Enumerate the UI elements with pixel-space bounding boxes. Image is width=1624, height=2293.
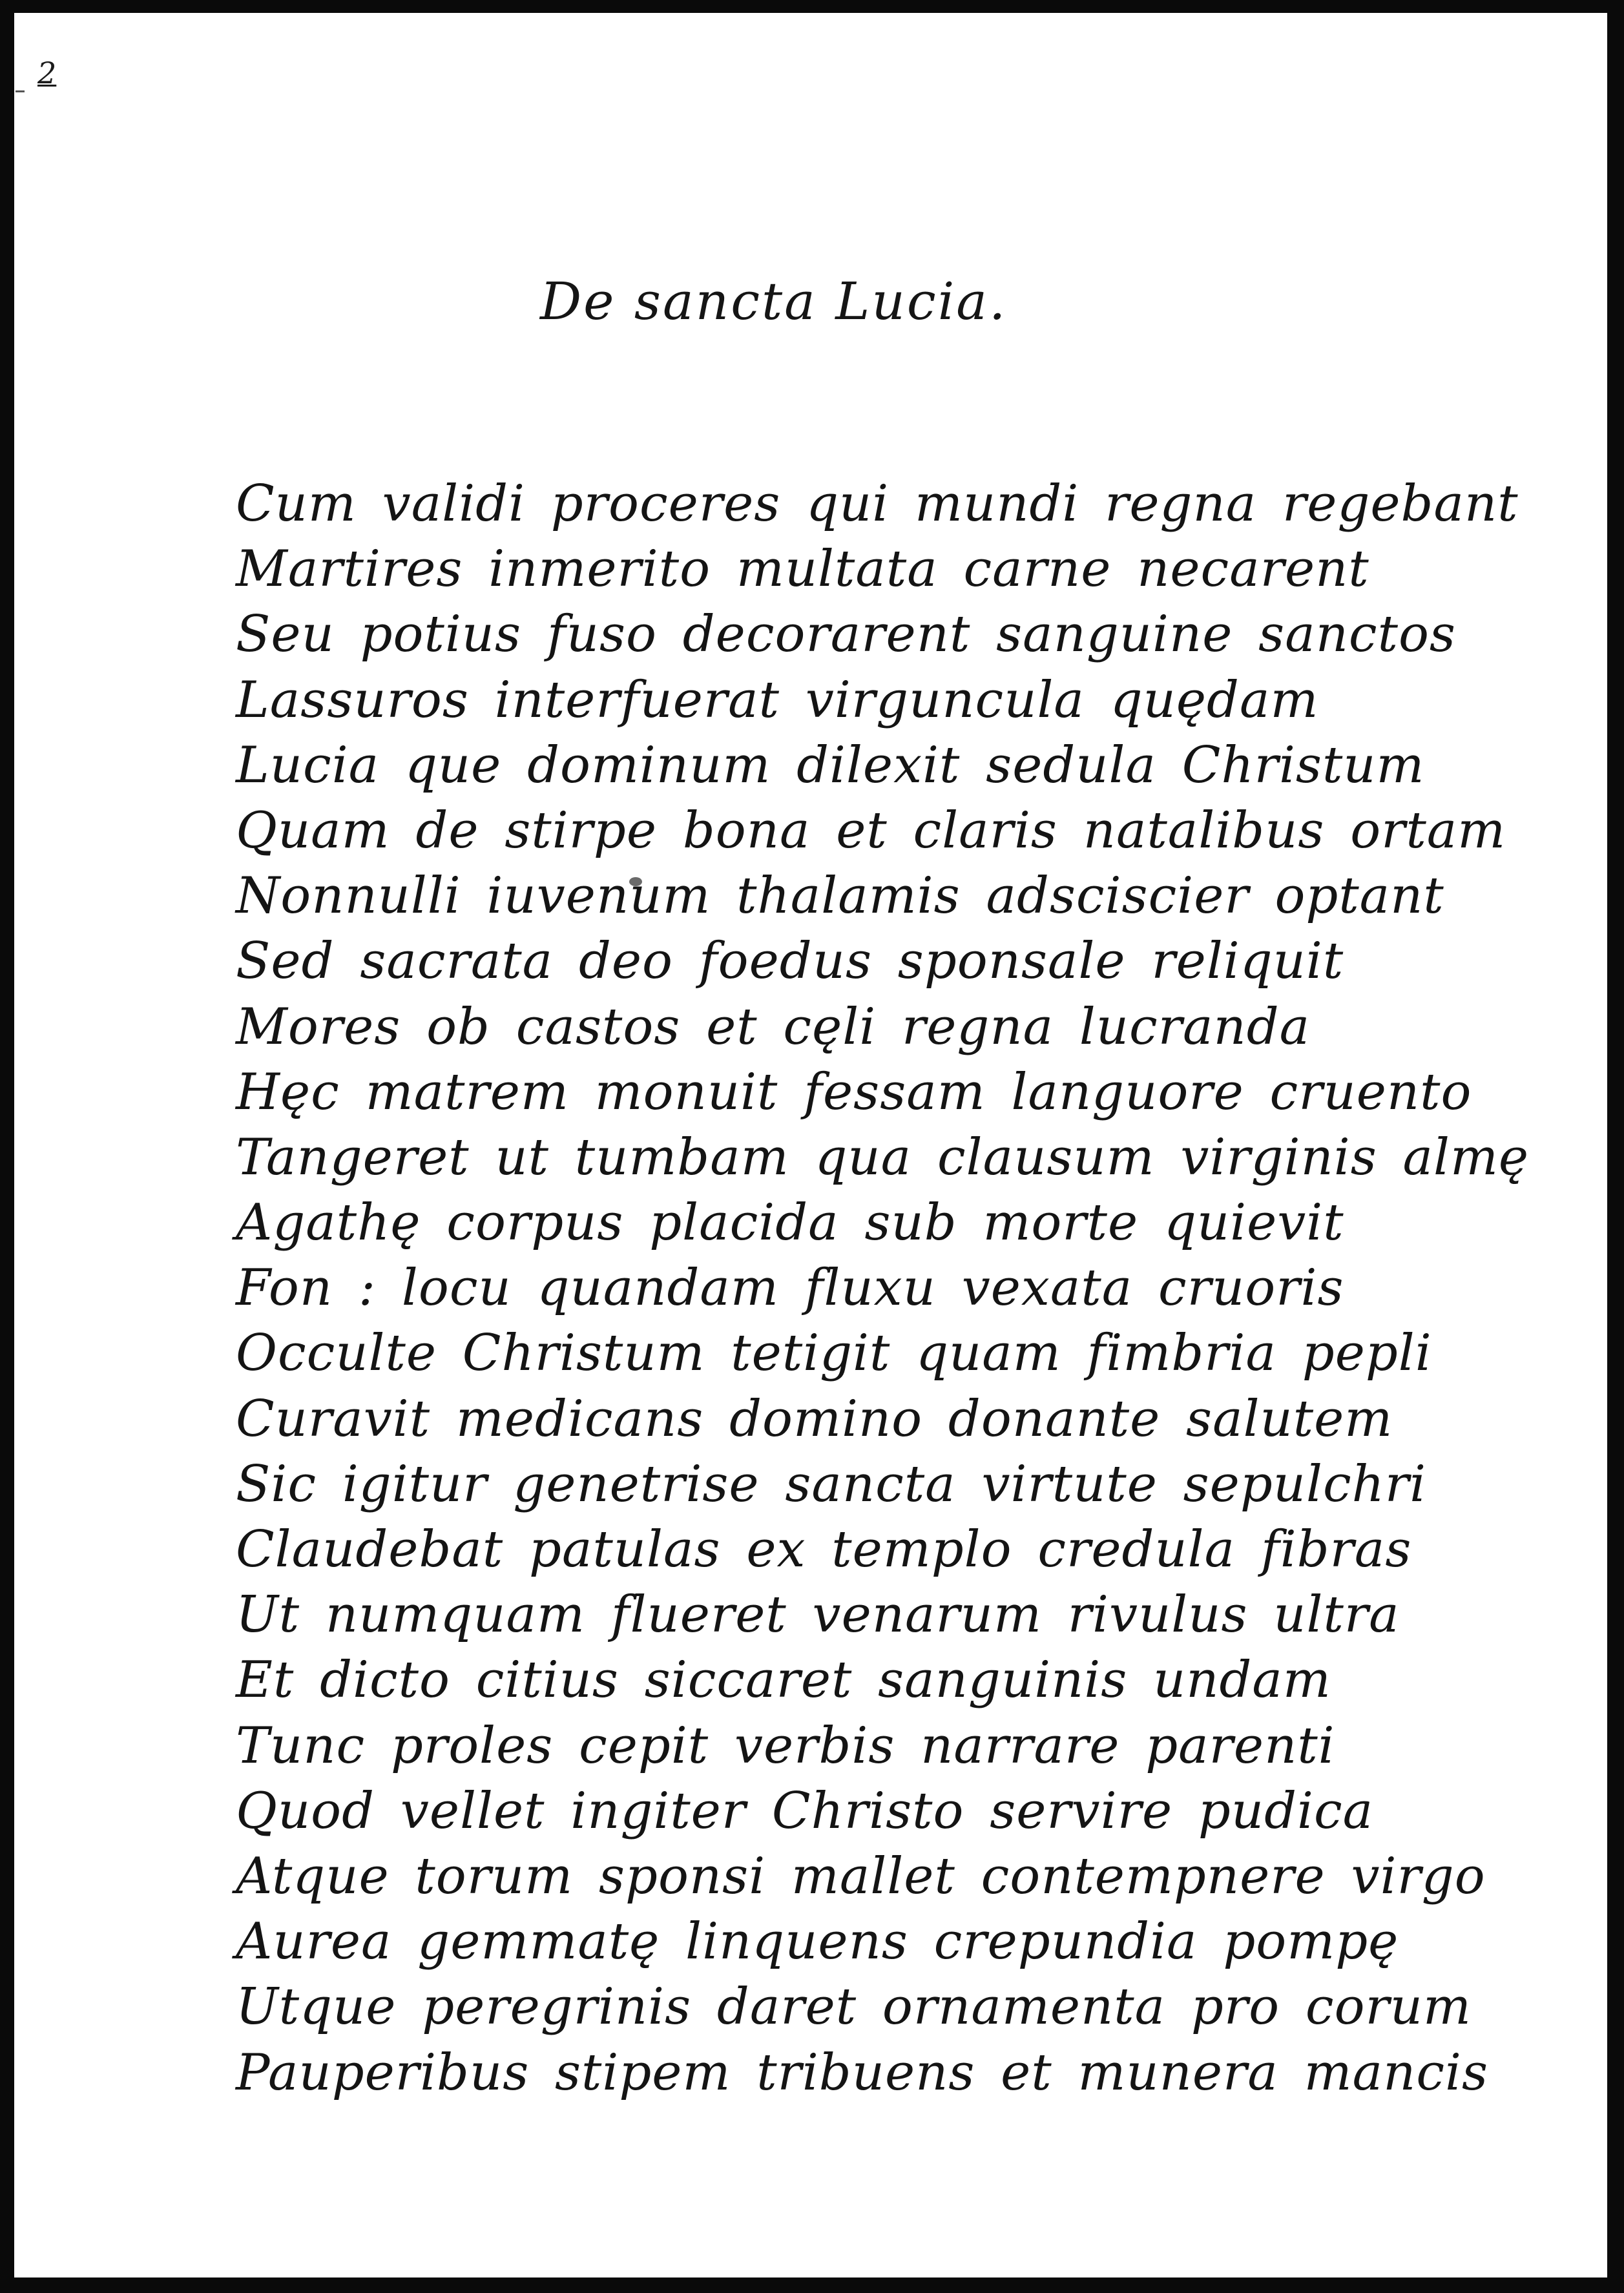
poem-line: Pauperibus stipem tribuens et munera mancis (236, 2043, 1488, 2102)
poem-line: Tangeret ut tumbam qua clausum virginis almę (236, 1128, 1530, 1187)
poem-line: Sic igitur genetrise sancta virtute sepulchri (236, 1455, 1427, 1513)
poem-line: Nonnulli iuvenum thalamis adsciscier optant (236, 867, 1444, 926)
poem-line: Tunc proles cepit verbis narrare parenti (236, 1716, 1335, 1775)
poem-line: Quam de stirpe bona et claris natalibus ortam (236, 801, 1506, 860)
margin-tick-mark (16, 90, 25, 92)
poem-line: Quod vellet ingiter Christo servire pudica (236, 1781, 1374, 1840)
page-title: De sancta Lucia. (540, 271, 1008, 331)
poem-line: Atque torum sponsi mallet contempnere virgo (236, 1847, 1486, 1905)
poem-line: Fon : locu quandam fluxu vexata cruoris (236, 1259, 1344, 1318)
poem-line: Martires inmerito multata carne necarent (236, 540, 1369, 599)
poem-line: Ut numquam flueret venarum rivulus ultra (236, 1586, 1400, 1645)
poem-line: Lassuros interfuerat virguncula quędam (236, 670, 1319, 729)
poem-text (236, 472, 1530, 2106)
poem-line: Cum validi proceres qui mundi regna regebant (236, 475, 1519, 533)
poem-line: Claudebat patulas ex templo credula fibras (236, 1520, 1412, 1579)
poem-line: Aurea gemmatę linquens crepundia pompę (236, 1913, 1399, 1971)
poem-line: Seu potius fuso decorarent sanguine sanctos (236, 605, 1456, 664)
poem-line: Agathę corpus placida sub morte quievit (236, 1194, 1344, 1252)
poem-line: Occulte Christum tetigit quam fimbria pepli (236, 1324, 1432, 1383)
page-number: 2 (37, 56, 57, 90)
poem-line: Hęc matrem monuit fessam languore cruento (236, 1063, 1472, 1121)
poem-line: Mores ob castos et cęli regna lucranda (236, 997, 1311, 1056)
poem-line: Lucia que dominum dilexit sedula Christum (236, 736, 1425, 794)
poem-line: Curavit medicans domino donante salutem (236, 1389, 1393, 1448)
poem-line: Et dicto citius siccaret sanguinis undam (236, 1651, 1331, 1710)
poem-line: Utque peregrinis daret ornamenta pro corum (236, 1978, 1472, 2037)
poem-line: Sed sacrata deo foedus sponsale reliquit (236, 932, 1344, 991)
